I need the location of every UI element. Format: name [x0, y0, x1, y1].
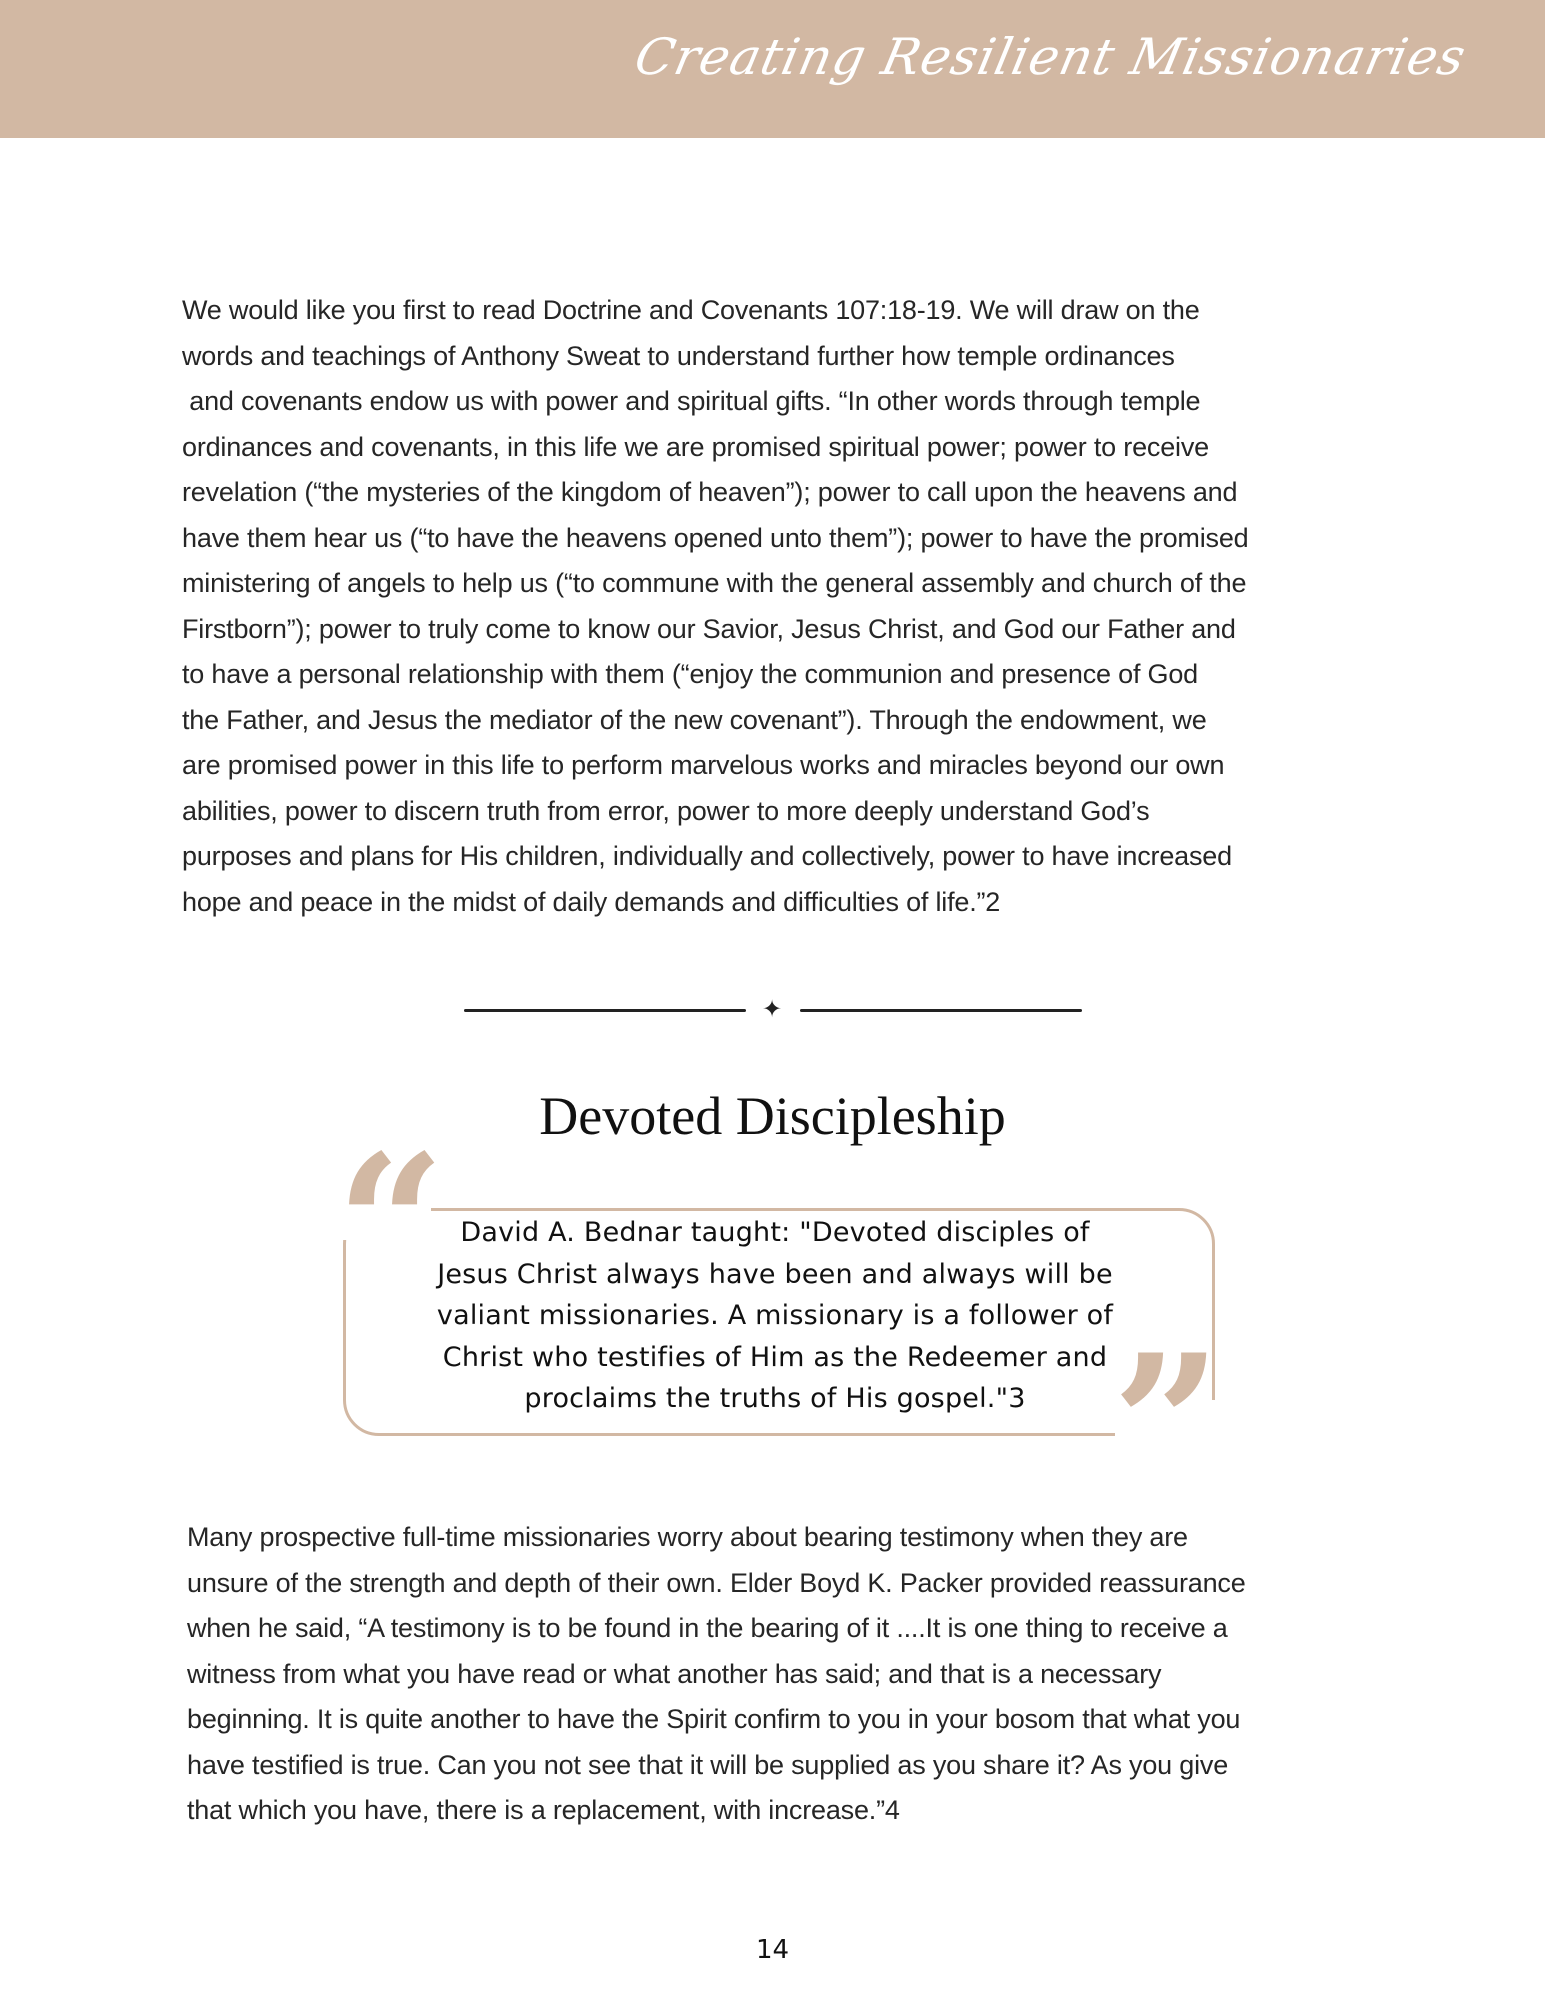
- open-quote-icon: “: [336, 1113, 446, 1336]
- paragraph-line: that which you have, there is a replacement, with increase.”4: [187, 1795, 900, 1825]
- paragraph-line: when he said, “A testimony is to be found in the bearing of it ....It is one thing to receive a: [187, 1613, 1228, 1643]
- paragraph-line: purposes and plans for His children, individually and collectively, power to have increased: [182, 841, 1232, 871]
- paragraph-line: have testified is true. Can you not see that it will be supplied as you share it? As you give: [187, 1749, 1229, 1780]
- header-band: [0, 0, 1545, 138]
- paragraph-line: Many prospective full-time missionaries worry about bearing testimony when they are: [187, 1522, 1188, 1552]
- divider-rule-left: [464, 1009, 746, 1012]
- paragraph-line: to have a personal relationship with them (“enjoy the communion and presence of God: [182, 659, 1198, 689]
- pull-quote: [400, 1212, 1150, 1420]
- paragraph-line: Firstborn”); power to truly come to know our Savior, Jesus Christ, and God our Father and: [182, 613, 1236, 644]
- paragraph-line: revelation (“the mysteries of the kingdom of heaven”); power to call upon the heavens and: [182, 477, 1238, 507]
- quote-line: Jesus Christ always have been and always will be: [437, 1258, 1113, 1290]
- quote-line: David A. Bednar taught: "Devoted disciples of: [460, 1217, 1090, 1248]
- quote-line: proclaims the truths of His gospel."3: [524, 1383, 1026, 1414]
- section-heading: Devoted Discipleship: [539, 1086, 1006, 1146]
- divider-rule-right: [800, 1009, 1082, 1012]
- quote-line: valiant missionaries. A missionary is a follower of: [436, 1300, 1114, 1331]
- paragraph-line: We would like you first to read Doctrine and Covenants 107:18-19. We will draw on the: [182, 295, 1200, 325]
- page-number: 14: [755, 1935, 790, 1965]
- paragraph-line: unsure of the strength and depth of their own. Elder Boyd K. Packer provided reassurance: [187, 1567, 1246, 1598]
- paragraph-line: are promised power in this life to perform marvelous works and miracles beyond our own: [182, 750, 1225, 780]
- paragraph-line: hope and peace in the midst of daily demands and difficulties of life.”2: [182, 886, 1001, 917]
- quote-line: Christ who testifies of Him as the Redeemer and: [442, 1341, 1108, 1373]
- document-title: Creating Resilient Missionaries: [629, 28, 1472, 86]
- paragraph-line: ordinances and covenants, in this life we are promised spiritual power; power to receive: [182, 431, 1209, 462]
- section-divider: [464, 998, 1082, 1022]
- paragraph-line: the Father, and Jesus the mediator of the new covenant”). Through the endowment, we: [182, 704, 1207, 735]
- four-point-star-icon: ✦: [762, 996, 783, 1023]
- close-quote-icon: ”: [1112, 1313, 1222, 1536]
- paragraph-line: abilities, power to discern truth from error, power to more deeply understand God’s: [182, 795, 1150, 826]
- paragraph-line: witness from what you have read or what another has said; and that is a necessary: [187, 1658, 1162, 1689]
- intro-paragraph: [182, 288, 1362, 925]
- paragraph-line: and covenants endow us with power and spiritual gifts. “In other words through temple: [182, 386, 1201, 416]
- paragraph-line: beginning. It is quite another to have the Spirit confirm to you in your bosom that what you: [187, 1704, 1241, 1734]
- paragraph-line: words and teachings of Anthony Sweat to understand further how temple ordinances: [182, 340, 1175, 371]
- paragraph-line: ministering of angels to help us (“to commune with the general assembly and church of the: [182, 568, 1247, 598]
- paragraph-line: have them hear us (“to have the heavens opened unto them”); power to have the promised: [182, 522, 1249, 553]
- closing-paragraph: [187, 1515, 1367, 1834]
